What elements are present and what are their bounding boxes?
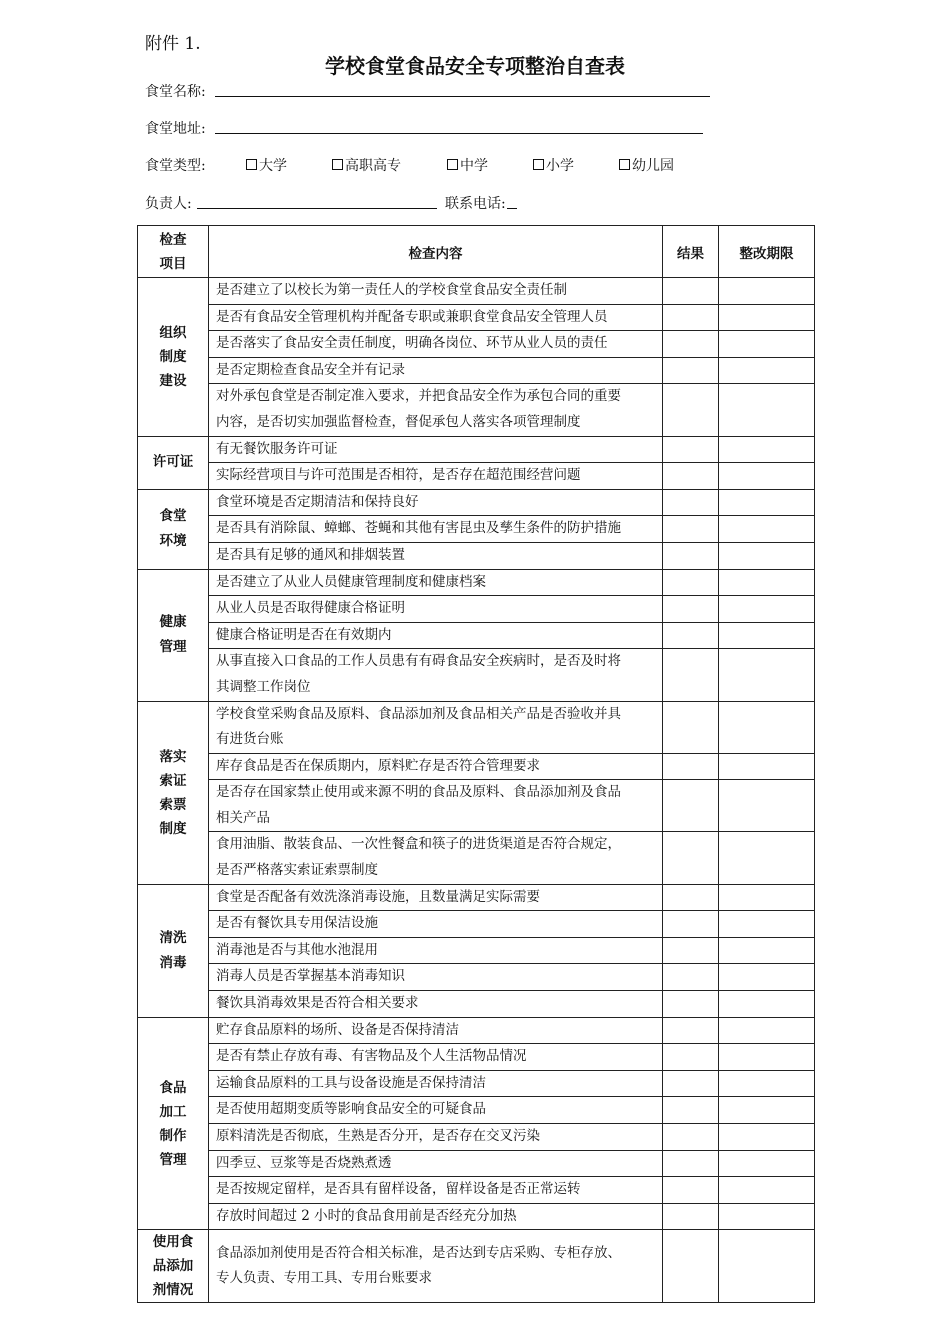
table-row: [138, 884, 815, 911]
table-row: [138, 278, 815, 305]
check-content-line: 食堂是否配备有效洗涤消毒设施，且数量满足实际需要: [216, 888, 540, 905]
deadline-cell[interactable]: [719, 832, 815, 884]
result-cell[interactable]: [663, 780, 719, 832]
check-content-cell: [209, 436, 663, 463]
checkbox-icon: [533, 159, 544, 170]
check-content-cell: [209, 596, 663, 623]
type-option-middle-school[interactable]: 中学: [447, 155, 488, 175]
check-content-line: 是否严格落实索证索票制度: [216, 862, 378, 879]
page-title: 学校食堂食品安全专项整治自查表: [325, 54, 625, 78]
check-content-line: 是否有食品安全管理机构并配备专职或兼职食堂食品安全管理人员: [216, 308, 608, 325]
canteen-address-line[interactable]: [215, 133, 703, 134]
result-cell[interactable]: [663, 463, 719, 490]
table-row: [138, 1177, 815, 1204]
category-cell: 落实 索证 索票 制度: [138, 701, 209, 884]
category-cell: 清洗 消毒: [138, 884, 209, 1017]
category-cell: 健康 管理: [138, 569, 209, 701]
type-option-vocational[interactable]: 高职高专: [332, 155, 401, 175]
table-row: [138, 489, 815, 516]
checkbox-icon: [246, 159, 257, 170]
table-row: [138, 991, 815, 1018]
check-content-line: 原料清洗是否彻底，生熟是否分开，是否存在交叉污染: [216, 1128, 540, 1144]
check-content-line: 相关产品: [216, 809, 270, 826]
responsible-person-line[interactable]: [197, 208, 437, 209]
canteen-type-field: [145, 155, 845, 175]
deadline-cell[interactable]: [719, 596, 815, 623]
check-content-line: 实际经营项目与许可范围是否相符，是否存在超范围经营问题: [216, 467, 581, 484]
result-cell[interactable]: [663, 1124, 719, 1151]
deadline-cell[interactable]: [719, 516, 815, 543]
header-item: [138, 226, 209, 278]
check-content-line: 健康合格证明是否在有效期内: [216, 626, 392, 643]
deadline-cell[interactable]: [719, 278, 815, 305]
result-cell[interactable]: [663, 569, 719, 596]
table-body: [138, 278, 815, 1303]
check-content-line: 食用油脂、散装食品、一次性餐盒和筷子的进货渠道是否符合规定，: [216, 836, 621, 853]
table-row: [138, 1017, 815, 1044]
check-content-line: 是否使用超期变质等影响食品安全的可疑食品: [216, 1101, 486, 1118]
check-content-line: 存放时间超过 2 小时的食品食用前是否经充分加热: [216, 1207, 517, 1224]
table-row: [138, 1097, 815, 1124]
type-option-primary-school[interactable]: 小学: [533, 155, 574, 175]
check-content-line: 是否建立了以校长为第一责任人的学校食堂食品安全责任制: [216, 282, 567, 298]
table-row: [138, 384, 815, 436]
table-row: [138, 780, 815, 832]
category-cell: 食品 加工 制作 管理: [138, 1017, 209, 1230]
table-row: [138, 516, 815, 543]
header-content: 检查内容: [209, 226, 663, 278]
check-content-cell: [209, 1097, 663, 1124]
deadline-cell[interactable]: [719, 542, 815, 569]
result-cell[interactable]: [663, 964, 719, 991]
check-content-line: 是否定期检查食品安全并有记录: [216, 361, 405, 378]
check-content-cell: [209, 384, 663, 436]
check-content-line: 运输食品原料的工具与设备设施是否保持清洁: [216, 1074, 486, 1091]
check-content-cell: [209, 911, 663, 938]
result-cell[interactable]: [663, 753, 719, 780]
check-content-line: 是否按规定留样，是否具有留样设备，留样设备是否正常运转: [216, 1181, 581, 1198]
deadline-cell[interactable]: [719, 1230, 815, 1303]
check-content-cell: [209, 1070, 663, 1097]
deadline-cell[interactable]: [719, 780, 815, 832]
table-row: [138, 596, 815, 623]
deadline-cell[interactable]: [719, 1070, 815, 1097]
check-content-cell: [209, 701, 663, 753]
table-header-row: [138, 226, 815, 278]
check-content-line: 内容，是否切实加强监督检查，督促承包人落实各项管理制度: [216, 413, 581, 430]
deadline-cell[interactable]: [719, 384, 815, 436]
check-content-cell: [209, 649, 663, 701]
deadline-cell[interactable]: [719, 489, 815, 516]
check-content-line: 食品添加剂使用是否符合相关标准，是否达到专店采购、专柜存放、: [216, 1244, 621, 1261]
type-option-kindergarten[interactable]: 幼儿园: [619, 155, 674, 175]
result-cell[interactable]: [663, 489, 719, 516]
deadline-cell[interactable]: [719, 1203, 815, 1230]
category-cell: 食堂 环境: [138, 489, 209, 569]
deadline-cell[interactable]: [719, 753, 815, 780]
deadline-cell[interactable]: [719, 569, 815, 596]
table-row: [138, 569, 815, 596]
deadline-cell[interactable]: [719, 436, 815, 463]
result-cell[interactable]: [663, 991, 719, 1018]
check-content-line: 是否具有消除鼠、蟑螂、苍蝇和其他有害昆虫及孳生条件的防护措施: [216, 520, 621, 537]
check-content-line: 四季豆、豆浆等是否烧熟煮透: [216, 1154, 392, 1171]
deadline-cell[interactable]: [719, 701, 815, 753]
check-content-cell: [209, 753, 663, 780]
check-content-line: 是否存在国家禁止使用或来源不明的食品及原料、食品添加剂及食品: [216, 784, 621, 801]
check-content-line: 食堂环境是否定期清洁和保持良好: [216, 493, 419, 510]
check-content-line: 有进货台账: [216, 731, 284, 748]
result-cell[interactable]: [663, 1097, 719, 1124]
table-row: [138, 622, 815, 649]
table-row: [138, 753, 815, 780]
deadline-cell[interactable]: [719, 331, 815, 358]
check-content-line: 消毒池是否与其他水池混用: [216, 941, 378, 958]
phone-label: 联系电话:: [445, 196, 506, 212]
result-cell[interactable]: [663, 516, 719, 543]
canteen-type-label: 食堂类型:: [145, 158, 206, 174]
check-content-cell: [209, 463, 663, 490]
result-cell[interactable]: [663, 1230, 719, 1303]
result-cell[interactable]: [663, 1177, 719, 1204]
deadline-cell[interactable]: [719, 1017, 815, 1044]
check-content-cell: [209, 937, 663, 964]
check-content-cell: [209, 1203, 663, 1230]
attachment-label: 附件 1.: [145, 34, 201, 54]
check-content-cell: [209, 780, 663, 832]
deadline-cell[interactable]: [719, 304, 815, 331]
deadline-cell[interactable]: [719, 911, 815, 938]
table-row: [138, 463, 815, 490]
result-cell[interactable]: [663, 436, 719, 463]
table-row: [138, 832, 815, 884]
check-content-line: 从事直接入口食品的工作人员患有有碍食品安全疾病时，是否及时将: [216, 653, 621, 670]
check-content-line: 是否具有足够的通风和排烟装置: [216, 546, 405, 563]
check-content-cell: [209, 1017, 663, 1044]
type-option-university[interactable]: 大学: [246, 155, 287, 175]
check-content-line: 学校食堂采购食品及原料、食品添加剂及食品相关产品是否验收并具: [216, 705, 621, 722]
result-cell[interactable]: [663, 911, 719, 938]
result-cell[interactable]: [663, 357, 719, 384]
check-content-cell: [209, 884, 663, 911]
deadline-cell[interactable]: [719, 964, 815, 991]
deadline-cell[interactable]: [719, 884, 815, 911]
check-content-cell: [209, 304, 663, 331]
table-row: [138, 911, 815, 938]
check-content-cell: [209, 622, 663, 649]
deadline-cell[interactable]: [719, 937, 815, 964]
deadline-cell[interactable]: [719, 357, 815, 384]
result-cell[interactable]: [663, 1017, 719, 1044]
result-cell[interactable]: [663, 278, 719, 305]
inspection-table: [137, 225, 815, 1303]
result-cell[interactable]: [663, 1044, 719, 1071]
category-cell: 许可证: [138, 436, 209, 489]
result-cell[interactable]: [663, 542, 719, 569]
checkbox-icon: [447, 159, 458, 170]
check-content-line: 从业人员是否取得健康合格证明: [216, 600, 405, 617]
check-content-cell: [209, 964, 663, 991]
table-row: [138, 701, 815, 753]
check-content-cell: [209, 357, 663, 384]
check-content-line: 其调整工作岗位: [216, 678, 311, 695]
canteen-address-label: 食堂地址:: [145, 121, 206, 137]
table-row: [138, 964, 815, 991]
table-row: [138, 1150, 815, 1177]
deadline-cell[interactable]: [719, 622, 815, 649]
table-row: [138, 1044, 815, 1071]
check-content-line: 是否建立了从业人员健康管理制度和健康档案: [216, 573, 486, 590]
check-content-cell: [209, 1124, 663, 1151]
check-content-cell: [209, 1230, 663, 1303]
check-content-cell: [209, 542, 663, 569]
deadline-cell[interactable]: [719, 463, 815, 490]
table-row: [138, 542, 815, 569]
result-cell[interactable]: [663, 832, 719, 884]
header-result: 结果: [663, 226, 719, 278]
phone-line[interactable]: [507, 208, 517, 209]
check-content-cell: [209, 331, 663, 358]
check-content-cell: [209, 1150, 663, 1177]
table-row: [138, 937, 815, 964]
table-row: [138, 357, 815, 384]
result-cell[interactable]: [663, 884, 719, 911]
check-content-line: 是否有禁止存放有毒、有害物品及个人生活物品情况: [216, 1048, 527, 1065]
canteen-name-label: 食堂名称:: [145, 84, 206, 100]
check-content-cell: [209, 278, 663, 305]
category-cell: 使用食 品添加 剂情况: [138, 1230, 209, 1303]
check-content-line: 是否有餐饮具专用保洁设施: [216, 915, 378, 932]
deadline-cell[interactable]: [719, 1124, 815, 1151]
result-cell[interactable]: [663, 1150, 719, 1177]
table-row: [138, 304, 815, 331]
canteen-address-field: [145, 118, 206, 138]
canteen-name-field: [145, 81, 206, 101]
table-row: [138, 331, 815, 358]
result-cell[interactable]: [663, 701, 719, 753]
result-cell[interactable]: [663, 622, 719, 649]
responsible-person-label: 负责人:: [145, 196, 192, 212]
check-content-line: 是否落实了食品安全责任制度，明确各岗位、环节从业人员的责任: [216, 335, 608, 352]
check-content-line: 餐饮具消毒效果是否符合相关要求: [216, 995, 419, 1012]
checkbox-icon: [619, 159, 630, 170]
result-cell[interactable]: [663, 1203, 719, 1230]
table-row: [138, 649, 815, 701]
deadline-cell[interactable]: [719, 1150, 815, 1177]
check-content-cell: [209, 991, 663, 1018]
result-cell[interactable]: [663, 331, 719, 358]
check-content-line: 贮存食品原料的场所、设备是否保持清洁: [216, 1021, 459, 1038]
header-item-label: 检查 项目: [159, 231, 187, 272]
category-cell: 组织 制度 建设: [138, 278, 209, 437]
deadline-cell[interactable]: [719, 1044, 815, 1071]
deadline-cell[interactable]: [719, 1177, 815, 1204]
result-cell[interactable]: [663, 1070, 719, 1097]
table-row: [138, 1124, 815, 1151]
deadline-cell[interactable]: [719, 649, 815, 701]
result-cell[interactable]: [663, 384, 719, 436]
check-content-line: 对外承包食堂是否制定准入要求，并把食品安全作为承包合同的重要: [216, 388, 621, 405]
canteen-name-line[interactable]: [215, 96, 710, 97]
result-cell[interactable]: [663, 937, 719, 964]
table-row: [138, 436, 815, 463]
check-content-line: 有无餐饮服务许可证: [216, 440, 338, 457]
check-content-cell: [209, 569, 663, 596]
check-content-cell: [209, 832, 663, 884]
checkbox-icon: [332, 159, 343, 170]
result-cell[interactable]: [663, 304, 719, 331]
responsible-person-field: [145, 193, 506, 213]
check-content-line: 消毒人员是否掌握基本消毒知识: [216, 968, 405, 985]
header-deadline: 整改期限: [719, 226, 815, 278]
table-row: [138, 1070, 815, 1097]
result-cell[interactable]: [663, 596, 719, 623]
check-content-cell: [209, 489, 663, 516]
deadline-cell[interactable]: [719, 991, 815, 1018]
check-content-line: 库存食品是否在保质期内，原料贮存是否符合管理要求: [216, 757, 540, 774]
result-cell[interactable]: [663, 649, 719, 701]
table-row: [138, 1203, 815, 1230]
check-content-cell: [209, 1177, 663, 1204]
check-content-line: 专人负责、专用工具、专用台账要求: [216, 1270, 432, 1287]
table-row: [138, 1230, 815, 1303]
check-content-cell: [209, 1044, 663, 1071]
check-content-cell: [209, 516, 663, 543]
deadline-cell[interactable]: [719, 1097, 815, 1124]
